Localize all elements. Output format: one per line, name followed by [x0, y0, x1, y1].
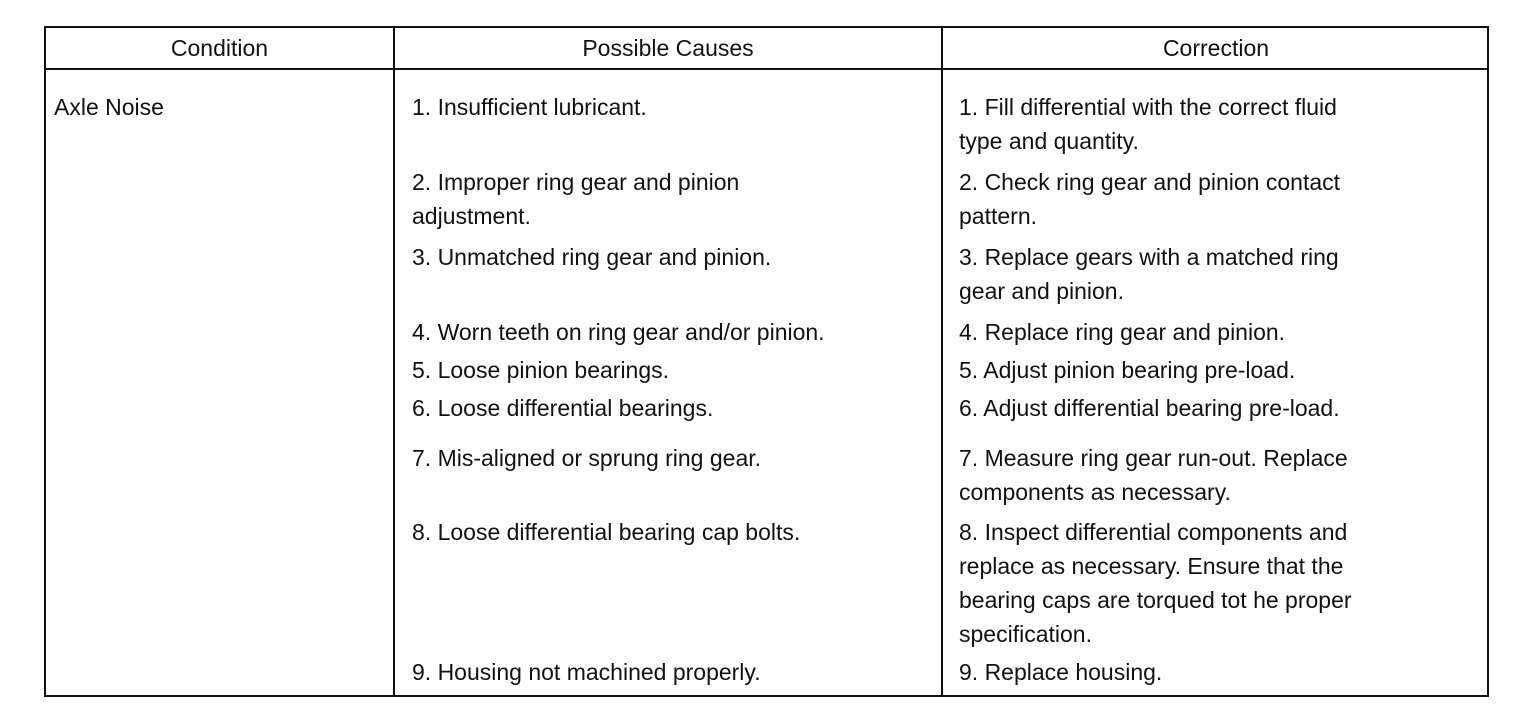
correction-cell	[959, 391, 1340, 425]
correction-cell	[959, 441, 1348, 509]
header-divider	[46, 68, 1487, 70]
correction-line: 6. Adjust differential bearing pre-load.	[959, 395, 1340, 421]
column-divider	[941, 28, 943, 695]
cause-cell	[412, 165, 739, 233]
correction-cell	[959, 240, 1339, 308]
cause-line: 3. Unmatched ring gear and pinion.	[412, 244, 772, 270]
cause-cell	[412, 441, 761, 475]
troubleshooting-table	[44, 26, 1489, 697]
correction-line: components as necessary.	[959, 479, 1231, 505]
correction-line: 5. Adjust pinion bearing pre-load.	[959, 357, 1296, 383]
correction-line: 7. Measure ring gear run-out. Replace	[959, 445, 1348, 471]
cause-cell	[412, 515, 800, 549]
correction-line: gear and pinion.	[959, 278, 1124, 304]
cause-line: 2. Improper ring gear and pinion	[412, 169, 740, 195]
correction-line: bearing caps are torqued tot he proper	[959, 587, 1352, 613]
correction-line: 3. Replace gears with a matched ring	[959, 244, 1339, 270]
cause-line: 6. Loose differential bearings.	[412, 395, 714, 421]
cause-cell	[412, 391, 713, 425]
column-divider	[393, 28, 395, 695]
cause-cell	[412, 315, 825, 349]
correction-line: replace as necessary. Ensure that the	[959, 553, 1344, 579]
correction-cell	[959, 515, 1352, 651]
correction-cell	[959, 90, 1337, 158]
correction-line: 8. Inspect differential components and	[959, 519, 1348, 545]
cause-line: adjustment.	[412, 203, 531, 229]
header-condition: Condition	[170, 34, 269, 61]
cause-line: 4. Worn teeth on ring gear and/or pinion.	[412, 319, 825, 345]
correction-line: 9. Replace housing.	[959, 659, 1163, 685]
condition-cell: Axle Noise	[54, 94, 164, 120]
cause-cell	[412, 655, 761, 689]
cause-cell	[412, 90, 647, 124]
cause-line: 8. Loose differential bearing cap bolts.	[412, 519, 801, 545]
header-possible-causes: Possible Causes	[582, 34, 754, 61]
cause-line: 7. Mis-aligned or sprung ring gear.	[412, 445, 762, 471]
correction-line: 1. Fill differential with the correct fluid	[959, 94, 1337, 120]
cause-line: 5. Loose pinion bearings.	[412, 357, 670, 383]
cause-cell	[412, 240, 771, 274]
correction-cell	[959, 655, 1162, 689]
correction-line: pattern.	[959, 203, 1037, 229]
cause-line: 1. Insufficient lubricant.	[412, 94, 647, 120]
correction-cell	[959, 315, 1285, 349]
correction-line: specification.	[959, 621, 1092, 647]
correction-cell	[959, 353, 1295, 387]
correction-line: 4. Replace ring gear and pinion.	[959, 319, 1286, 345]
cause-cell	[412, 353, 669, 387]
header-correction: Correction	[1162, 34, 1270, 61]
correction-cell	[959, 165, 1340, 233]
cause-line: 9. Housing not machined properly.	[412, 659, 761, 685]
correction-line: 2. Check ring gear and pinion contact	[959, 169, 1341, 195]
correction-line: type and quantity.	[959, 128, 1139, 154]
